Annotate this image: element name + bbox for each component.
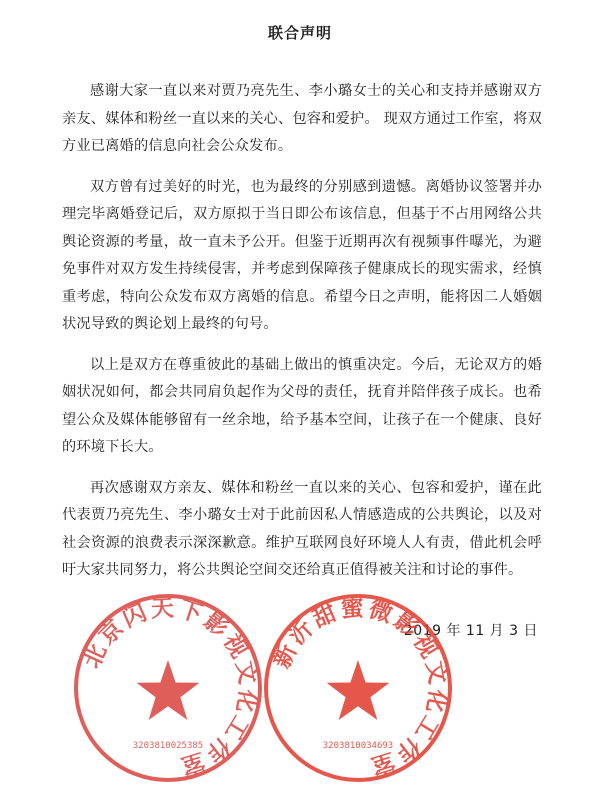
paragraph-2: 双方曾有过美好的时光，也为最终的分别感到遗憾。离婚协议签署并办理完毕离婚登记后，双方原拟于当日即公布该信息，但基于不占用网络公共舆论资源的考量，故一直未予公开。但鉴于近期再次有视频事件曝光，为避免事件对双方发生持续侵害，并考虑到保障孩子健康成长的现实需求，经慎重考虑，特向公众发布双方离婚的信息。希望今日之声明，能将因二人婚姻状况导致的舆论划上最终的句号。 <box>62 178 542 332</box>
paragraph-3: 以上是双方在尊重彼此的基础上做出的慎重决定。今后，无论双方的婚姻状况如何，都会共同肩负起作为父母的责任，抚育并陪伴孩子成长。也希望公众及媒体能够留有一丝余地，给予基本空间，让孩子在一个健康、良好的环境下长大。 <box>62 356 542 455</box>
seal-1-graphic <box>68 588 268 788</box>
seal-2-arc-text: 新沂甜蜜微影视文化工作室 <box>268 594 452 781</box>
company-seal-2 <box>258 588 458 788</box>
seal-1-code: 3203810025385 <box>132 741 204 751</box>
paragraph-4: 再次感谢双方亲友、媒体和粉丝一直以来的关心、包容和爱护，谨在此代表贾乃亮先生、李小璐女士对于此前因私人情感造成的公共舆论，以及对社会资源的浪费表示深深歉意。维护互联网良好环境人人有责，借此机会呼吁大家共同努力，将公共舆论空间交还给真正值得被关注和讨论的事件。 <box>62 479 542 578</box>
document-body <box>62 78 542 598</box>
company-seal-1 <box>68 588 268 788</box>
seal-1-arc-text: 北京闪天下影视文化工作室 <box>78 594 262 781</box>
seal-2-graphic <box>258 588 458 788</box>
document-date: 2019 年 11 月 3 日 <box>403 623 538 639</box>
document-title: 联合声明 <box>267 24 332 42</box>
paragraph-1: 感谢大家一直以来对贾乃亮先生、李小璐女士的关心和支持并感谢双方亲友、媒体和粉丝一直以来的关心、包容和爱护。 现双方通过工作室，将双方业已离婚的信息向社会公众发布。 <box>62 83 542 154</box>
seal-2-code: 3203810034693 <box>322 741 394 751</box>
